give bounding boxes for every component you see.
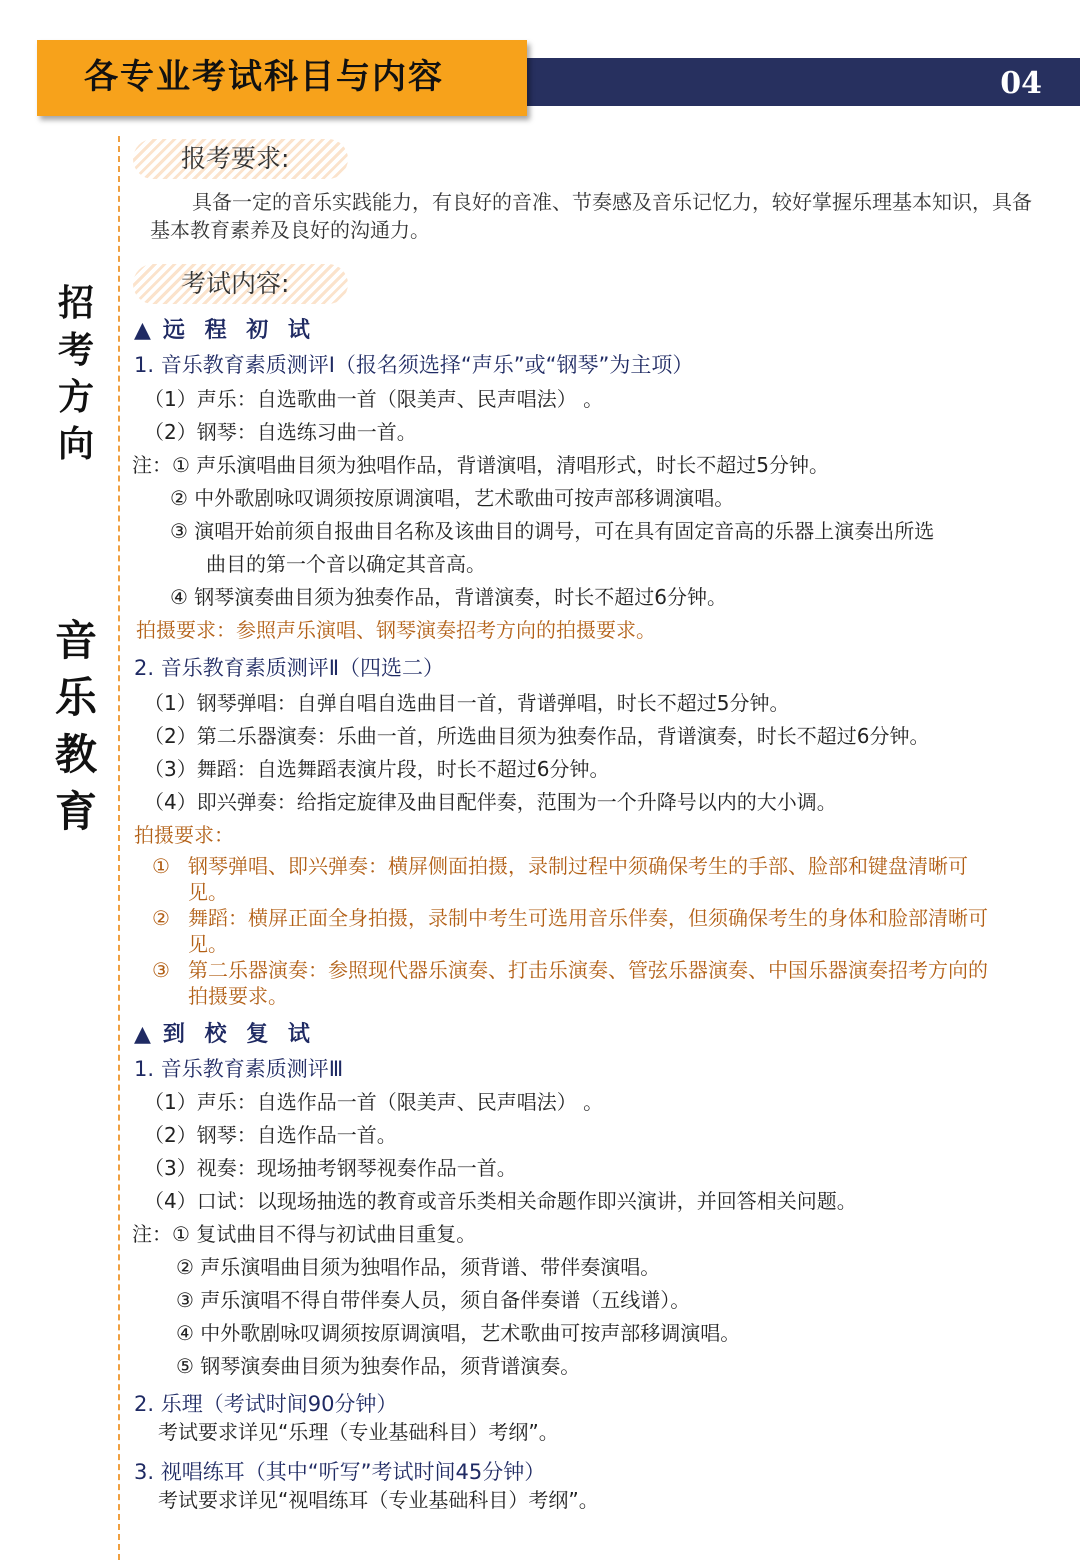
- eval2-item: （3）舞蹈：自选舞蹈表演片段，时长不超过6分钟。: [144, 757, 610, 781]
- eval1-title: 1. 音乐教育素质测评Ⅰ（报名须选择“声乐”或“钢琴”为主项）: [134, 353, 694, 377]
- side-label-category: 招考方向: [57, 283, 94, 465]
- eval3-note: 注：① 复试曲目不得与初试曲目重复。: [132, 1222, 477, 1246]
- content-heading-badge: [133, 264, 348, 304]
- eval3-item: （2）钢琴：自选作品一首。: [144, 1123, 397, 1147]
- eval1-note-continued: 曲目的第一个音以确定其音高。: [206, 552, 486, 576]
- eval2-item: （4）即兴弹奏：给指定旋律及曲目配伴奏，范围为一个升降号以内的大小调。: [144, 790, 837, 814]
- eval3-item: （4）口试：以现场抽选的教育或音乐类相关命题作即兴演讲，并回答相关问题。: [144, 1189, 857, 1213]
- requirements-heading: 报考要求:: [181, 144, 290, 173]
- eval1-item: （2）钢琴：自选练习曲一首。: [144, 420, 417, 444]
- item-number: ①: [152, 854, 170, 878]
- item-number: ③: [152, 958, 170, 982]
- eval2-photo-item: [152, 853, 990, 905]
- eval2-photo-item: [152, 957, 990, 1009]
- requirements-heading-badge: [133, 139, 348, 179]
- eval1-note: ④ 钢琴演奏曲目须为独奏作品，背谱演奏，时长不超过6分钟。: [170, 585, 728, 609]
- eval2-photo-label: 拍摄要求：: [134, 823, 234, 847]
- page-number: 04: [1000, 66, 1042, 101]
- onsite-exam-label: 到 校 复 试: [162, 1022, 316, 1047]
- eval1-note: ③ 演唱开始前须自报曲目名称及该曲目的调号，可在具有固定音高的乐器上演奏出所选: [170, 519, 935, 543]
- theory-title: 2. 乐理（考试时间90分钟）: [134, 1392, 398, 1416]
- eval2-title: 2. 音乐教育素质测评Ⅱ（四选二）: [134, 656, 445, 680]
- remote-exam-label: 远 程 初 试: [162, 318, 316, 343]
- content-heading: 考试内容:: [181, 269, 290, 298]
- item-text: 第二乐器演奏：参照现代器乐演奏、打击乐演奏、管弦乐器演奏、中国乐器演奏招考方向的拍摄要求。: [188, 958, 988, 1008]
- page-title: 各专业考试科目与内容: [84, 57, 444, 97]
- eval3-note: ③ 声乐演唱不得自带伴奏人员，须自备伴奏谱（五线谱）。: [176, 1288, 691, 1312]
- item-text: 钢琴弹唱、即兴弹奏：横屏侧面拍摄，录制过程中须确保考生的手部、脸部和键盘清晰可见。: [188, 854, 968, 904]
- eval3-note: ② 声乐演唱曲目须为独唱作品，须背谱、带伴奏演唱。: [176, 1255, 661, 1279]
- theory-text: 考试要求详见“乐理（专业基础科目）考纲”。: [158, 1420, 559, 1444]
- triangle-icon: ▲: [134, 1022, 151, 1047]
- onsite-exam-title: [134, 1020, 316, 1050]
- eval2-item: （1）钢琴弹唱：自弹自唱自选曲目一首，背谱弹唱，时长不超过5分钟。: [144, 691, 790, 715]
- eval3-item: （1）声乐：自选作品一首（限美声、民声唱法） 。: [144, 1090, 604, 1114]
- eval2-photo-item: [152, 905, 990, 957]
- side-divider: [118, 136, 120, 1560]
- eval1-photo-requirement: 拍摄要求：参照声乐演唱、钢琴演奏招考方向的拍摄要求。: [136, 618, 656, 642]
- requirements-text: 具备一定的音乐实践能力，有良好的音准、节奏感及音乐记忆力，较好掌握乐理基本知识，具备基本教育素养及良好的沟通力。: [150, 190, 1032, 242]
- item-text: 舞蹈：横屏正面全身拍摄，录制中考生可选用音乐伴奏，但须确保考生的身体和脸部清晰可见。: [188, 906, 988, 956]
- eval3-item: （3）视奏：现场抽考钢琴视奏作品一首。: [144, 1156, 517, 1180]
- eval1-note: 注：① 声乐演唱曲目须为独唱作品，背谱演唱，清唱形式，时长不超过5分钟。: [132, 453, 830, 477]
- solfege-text: 考试要求详见“视唱练耳（专业基础科目）考纲”。: [158, 1488, 599, 1512]
- eval1-item: （1）声乐：自选歌曲一首（限美声、民声唱法） 。: [144, 387, 604, 411]
- eval3-title: 1. 音乐教育素质测评Ⅲ: [134, 1057, 344, 1081]
- item-number: ②: [152, 906, 170, 930]
- triangle-icon: ▲: [134, 318, 151, 343]
- solfege-title: 3. 视唱练耳（其中“听写”考试时间45分钟）: [134, 1460, 546, 1484]
- remote-exam-title: [134, 316, 316, 346]
- eval3-note: ⑤ 钢琴演奏曲目须为独奏作品，须背谱演奏。: [176, 1354, 581, 1378]
- eval1-note: ② 中外歌剧咏叹调须按原调演唱，艺术歌曲可按声部移调演唱。: [170, 486, 735, 510]
- eval3-note: ④ 中外歌剧咏叹调须按原调演唱，艺术歌曲可按声部移调演唱。: [176, 1321, 741, 1345]
- side-label-major: 音乐教育: [54, 616, 97, 836]
- eval2-item: （2）第二乐器演奏：乐曲一首，所选曲目须为独奏作品，背谱演奏，时长不超过6分钟。: [144, 724, 930, 748]
